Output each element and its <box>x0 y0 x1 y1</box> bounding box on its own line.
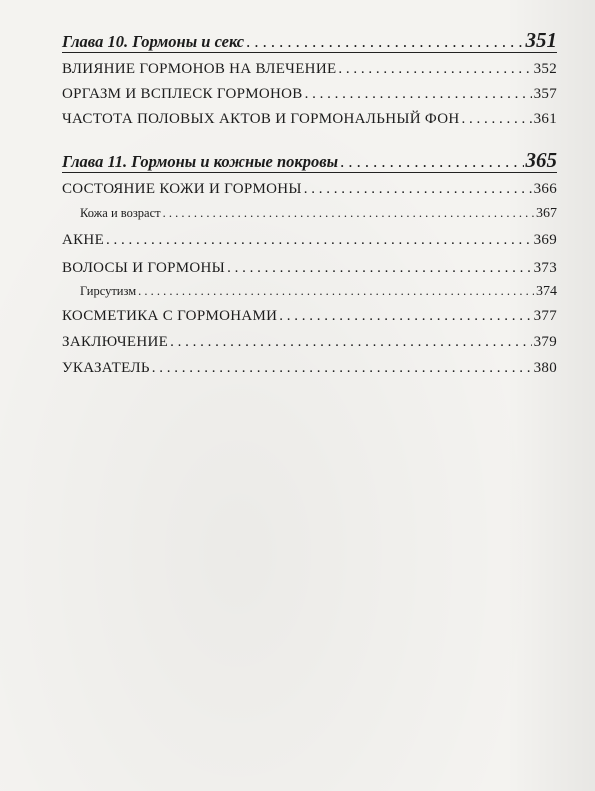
leader-dots <box>304 181 532 198</box>
entry-page-number: 377 <box>533 308 557 324</box>
toc-entry <box>62 111 557 128</box>
entry-page-number: 361 <box>533 111 557 127</box>
entry-title: ВЛИЯНИЕ ГОРМОНОВ НА ВЛЕЧЕНИЕ <box>62 61 337 77</box>
leader-dots <box>163 206 534 221</box>
leader-dots <box>338 61 531 78</box>
leader-dots <box>279 308 531 325</box>
toc-entry <box>62 232 557 249</box>
chapter-divider <box>62 52 557 53</box>
entry-title: ВОЛОСЫ И ГОРМОНЫ <box>62 260 226 276</box>
chapter-10-heading <box>62 28 557 53</box>
leader-dots <box>227 260 532 277</box>
entry-page-number: 352 <box>533 61 557 77</box>
leader-dots <box>106 232 532 249</box>
leader-dots <box>340 152 523 172</box>
toc-subentry <box>80 284 557 300</box>
leader-dots <box>170 334 531 351</box>
entry-page-number: 380 <box>533 360 557 376</box>
entry-page-number: 357 <box>533 86 557 102</box>
entry-page-number: 374 <box>536 284 557 299</box>
chapter-divider <box>62 172 557 173</box>
entry-title: КОСМЕТИКА С ГОРМОНАМИ <box>62 308 278 324</box>
entry-title: ОРГАЗМ И ВСПЛЕСК ГОРМОНОВ <box>62 86 303 102</box>
chapter-11-heading <box>62 148 557 173</box>
entry-title: Кожа и возраст <box>80 206 161 220</box>
leader-dots <box>138 284 534 299</box>
entry-title: ЗАКЛЮЧЕНИЕ <box>62 334 169 350</box>
entry-title: УКАЗАТЕЛЬ <box>62 360 150 376</box>
toc-entry <box>62 61 557 78</box>
chapter-title: Глава 11. Гормоны и кожные покровы <box>62 152 339 171</box>
entry-title: ЧАСТОТА ПОЛОВЫХ АКТОВ И ГОРМОНАЛЬНЫЙ ФОН <box>62 111 460 127</box>
entry-page-number: 369 <box>533 232 557 248</box>
leader-dots <box>246 32 523 52</box>
toc-entry <box>62 86 557 103</box>
entry-title: АКНЕ <box>62 232 105 248</box>
chapter-page-number: 365 <box>525 148 557 172</box>
toc-entry <box>62 334 557 351</box>
leader-dots <box>305 86 532 103</box>
chapter-page-number: 351 <box>525 28 557 52</box>
entry-title: Гирсутизм <box>80 284 137 298</box>
entry-page-number: 366 <box>533 181 557 197</box>
chapter-title: Глава 10. Гормоны и секс <box>62 32 245 51</box>
leader-dots <box>462 111 532 128</box>
entry-page-number: 379 <box>533 334 557 350</box>
toc-entry <box>62 260 557 277</box>
toc-entry <box>62 308 557 325</box>
leader-dots <box>152 360 532 377</box>
entry-title: СОСТОЯНИЕ КОЖИ И ГОРМОНЫ <box>62 181 302 197</box>
toc-entry <box>62 360 557 377</box>
toc-entry <box>62 181 557 198</box>
entry-page-number: 373 <box>533 260 557 276</box>
toc-subentry <box>80 206 557 222</box>
entry-page-number: 367 <box>536 206 557 221</box>
